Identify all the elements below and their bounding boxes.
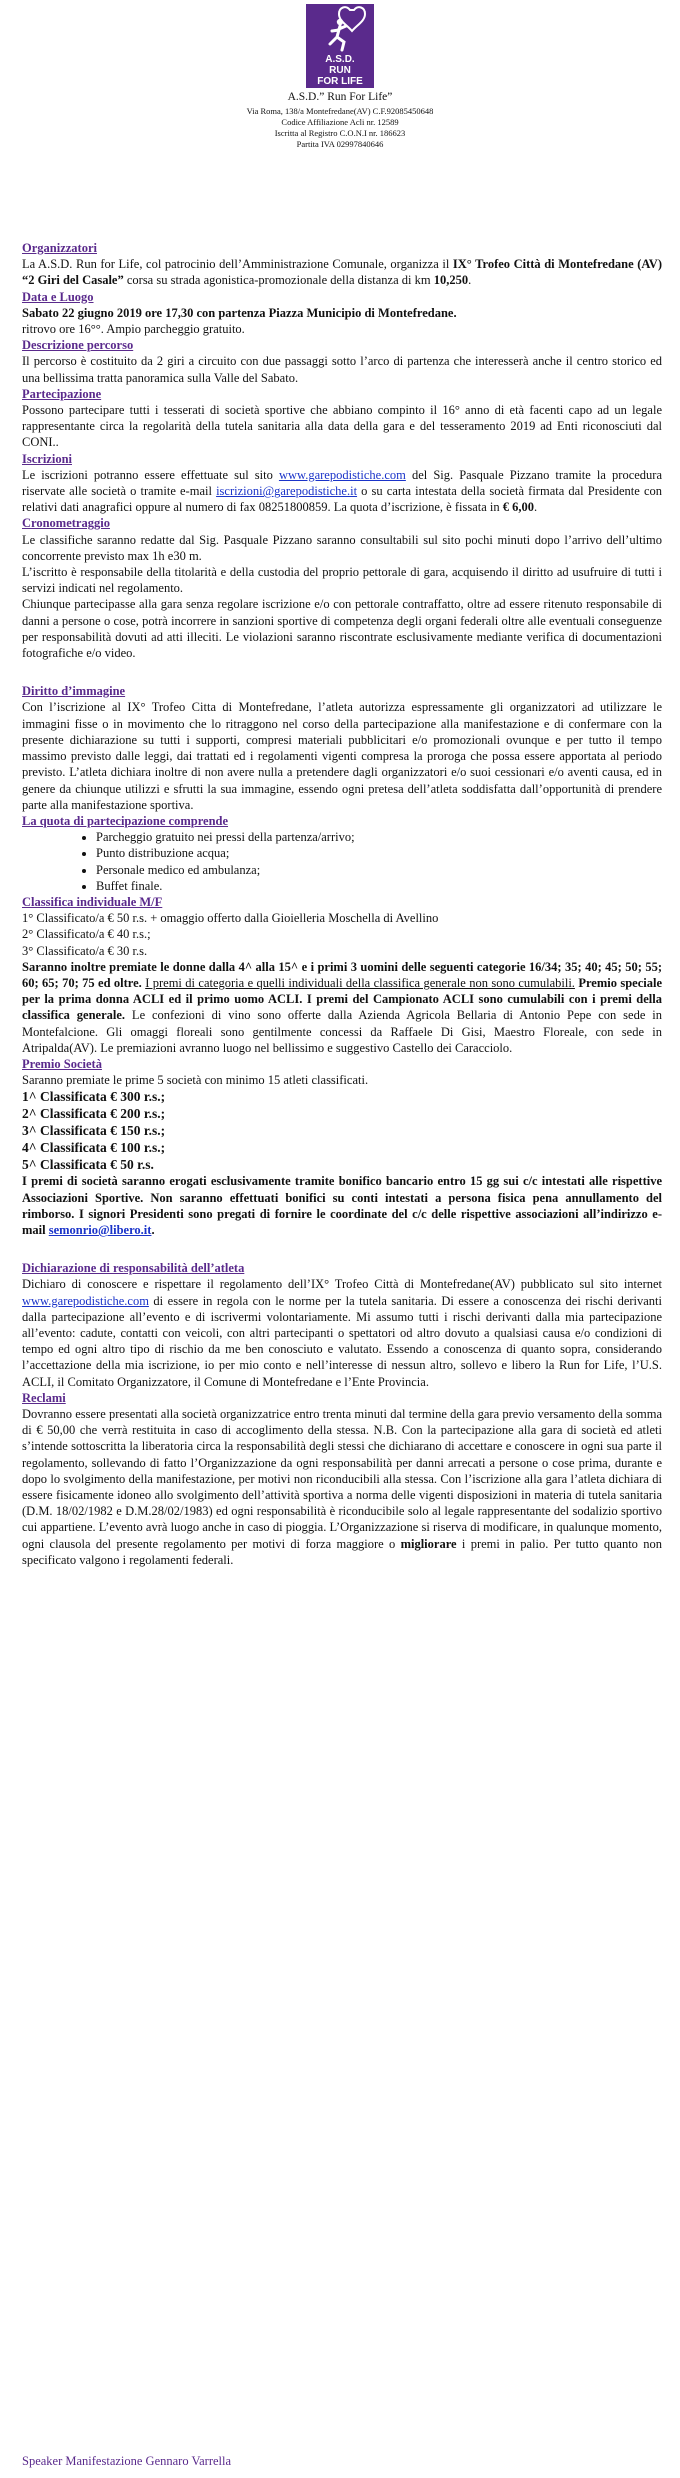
section-heading: Descrizione percorso bbox=[22, 338, 134, 353]
club-address: Via Roma, 138/a Montefredane(AV) C.F.92085450648 bbox=[246, 106, 434, 116]
classifica-line: 2° Classificato/a € 40 r.s.; bbox=[22, 927, 151, 942]
club-title: A.S.D.” Run For Life” bbox=[287, 91, 393, 103]
immagine-text: Con l’iscrizione al IX° Trofeo Citta di Montefredane, l’atleta autorizza espressamente gli organizzatori ad utilizzare le immagini fisse o in movimento che lo ritraggono nel corso della partecipazione alla manifestazione e di confermare con la presente dichiarazione su tutti i supporti, compresi materiali pubblicitari e/o promozionali ovunque e per tutto il tempo massimo previsto dalle leggi, dai trattati ed i regolamenti vigenti compresa la proroga che possa essere apportata al periodo previsto. L’atleta dichiara inoltre di non avere nulla a pretendere dagli organizzatori e/o suoi cessionari e/o aventi causa, ed in genere da chiunque utilizzi e sfrutti la sua immagine, essendo ogni pretesa dell’atleta soddisfatta dall’opportunità di prendere parte alla manifestazione sportiva. bbox=[22, 700, 662, 812]
partecipazione-text: Possono partecipare tutti i tesserati di società sportive che abbiano compinto il 16° anno di età facenti capo ad un legale rappresentante circa la regolarità della tutela sanitaria alla data della gara e del tesseramento 2019 ad Enti riconosciuti dal CONI.. bbox=[22, 403, 662, 450]
cronometraggio-text: Chiunque partecipasse alla gara senza regolare iscrizione e/o con pettorale contraffatto, oltre ad essere ritenuto responsabile di danni a persone o cose, potrà incorrere in sanzioni sportive di competenza degli organi federali oltre alle eventuali conseguenze per responsabilità dovuti ad atti illeciti. Le violazioni saranno riscontrate esclusivamente mediante verifica di documentazioni fotografiche e/o video. bbox=[22, 597, 662, 661]
section-heading: Data e Luogo bbox=[22, 289, 94, 304]
garepodistiche-link[interactable]: www.garepodistiche.com bbox=[278, 467, 406, 482]
organizzatori-text: La A.S.D. Run for Life, col patrocinio dell’Amministrazione Comunale, organizza il IX° Trofeo Città di Montefredane (AV) “2 Giri del Casale” corsa su strada agonistica-promozionale della distanza di km 10,250. bbox=[22, 257, 662, 288]
logo-text-line: RUN bbox=[329, 65, 351, 76]
section-heading: Iscrizioni bbox=[22, 451, 72, 466]
data-luogo-text: Sabato 22 giugno 2019 ore 17,30 con partenza Piazza Municipio di Montefredane. ritrovo ore 16°°. Ampio parcheggio gratuito. bbox=[22, 305, 457, 337]
classifica-text: Saranno inoltre premiate le donne dalla 4^ alla 15^ e i primi 3 uomini delle seguenti categorie 16/34; 35; 40; 45; 50; 55; 60; 65; 70; 75 ed oltre. I premi di categoria e quelli individuali della classifica generale non sono cumulabili. Premio speciale per la prima donna ACLI ed il primo uomo ACLI. I premi del Campionato ACLI sono cumulabili con i premi della classifica generale. Le confezioni di vino sono offerte dalla Azienda Agricola Bellaria di Antonio Pepe con sede in Montefalcione. Gli omaggi floreali sono gentilmente concessi da Raffaele Di Gisi, Maestro Floreale, con sede in Atripalda(AV). Le premiazioni avranno luogo nel bellissimo e suggestivo Castello dei Caracciolo. bbox=[22, 959, 663, 1055]
semonrio-email-link[interactable]: semonrio@libero.it bbox=[48, 1222, 152, 1237]
reclami-text: Dovranno essere presentati alla società organizzatrice entro trenta minuti dal termine della gara previo versamento della somma di € 50,00 che verrà restituita in caso di accoglimento della stessa. N.B. Con la partecipazione alla gara di società ed atleti s’intende sottoscritta la liberatoria circa la responsabilità degli stessi che dichiarano di accettare e conoscere in ogni sua parte il regolamento, sollevando di fatto l’Organizzazione da ogni responsabilità per danni arrecati a persone o cose prima, durante e dopo lo svolgimento della manifestazione, per motivi non riconducibili alla stessa. Con l’iscrizione alla gara l’atleta dichiara di essere fisicamente idoneo allo svolgimento dell’attività sportiva a norma delle vigenti disposizioni in materia di tutela sanitaria (D.M. 18/02/1982 e D.M.28/02/1983) ed ogni responsabilità è riconducibile solo al legale rappresentante del sodalizio sportivo cui appartiene. L’evento avrà luogo anche in caso di pioggia. L’Organizzazione si riserva di modificare, in qualunque momento, ogni clausola del presente regolamento per motivi di forza maggiore o migliorare i premi in palio. Per tutto quanto non specificato valgono i regolamenti federali. bbox=[22, 1407, 662, 1567]
prize-line: 3^ Classificata € 150 r.s.; bbox=[22, 1123, 166, 1139]
club-coni-register: Iscritta al Registro C.O.N.I nr. 186623 bbox=[274, 128, 406, 138]
section-heading: Dichiarazione di responsabilità dell’atleta bbox=[22, 1261, 245, 1276]
section-heading: Classifica individuale M/F bbox=[22, 894, 163, 909]
iscrizioni-text: Le iscrizioni potranno essere effettuate sul sito www.garepodistiche.com del Sig. Pasquale Pizzano tramite la procedura riservate alle società o tramite e-mail iscrizioni@garepodistiche.it o su carta intestata della società firmata dal Presidente con relativi dati anagrafici oppure al numero di fax 08251800859. La quota d’iscrizione, è fissata in € 6,00. bbox=[22, 467, 662, 515]
prize-line: 4^ Classificata € 100 r.s.; bbox=[22, 1140, 166, 1156]
logo-text-line: A.S.D. bbox=[325, 54, 355, 65]
speaker-footer: Speaker Manifestazione Gennaro Varrella bbox=[22, 2454, 232, 2468]
section-heading: Premio Società bbox=[22, 1056, 102, 1071]
list-item: • Personale medico ed ambulanza; bbox=[96, 862, 662, 878]
iscrizioni-email-link[interactable]: iscrizioni@garepodistiche.it bbox=[216, 484, 358, 499]
classifica-line: 3° Classificato/a € 30 r.s. bbox=[22, 943, 148, 958]
club-vat: Partita IVA 02997840646 bbox=[296, 139, 384, 149]
list-item: • Buffet finale. bbox=[96, 878, 662, 894]
regulation-body bbox=[22, 240, 662, 1568]
dichiarazione-text: Dichiaro di conoscere e rispettare il regolamento dell’IX° Trofeo Città di Montefredane(AV) pubblicato sul sito internet www.garepodistiche.com di essere in regola con le norme per la tutela sanitaria. Di essere a conoscenza dei rischi derivanti dalla partecipazione all’evento e di iscrivermi volontariamente. Mi assumo tutti i rischi derivanti dalla mia partecipazione all’evento: cadute, contatti con veicoli, con altri partecipanti o spettatori od altro dovuto a qualsiasi causa e/o condizioni di tempo ed ogni altro tipo di rischio da me ben conosciuto e valutato. Essendo a conoscenza di quanto sopra, considerando l’accettazione della mia iscrizione, io per mio conto e nell’interesse di nessun altro, sollevo e libero la Run for Life, l’U.S. ACLI, il Comitato Organizzatore, il Comune di Montefredane e l’Ente Provincia. bbox=[22, 1277, 662, 1389]
list-item: • Punto distribuzione acqua; bbox=[96, 845, 662, 861]
premio-societa-notes: I premi di società saranno erogati esclusivamente tramite bonifico bancario entro 15 gg sui c/c intestati alle rispettive Associazioni Sportive. Non saranno effettuati bonifici su conti intestati a persona fisica pena annullamento del rimborso. I signori Presidenti sono pregati di fornire le coordinate del c/c delle rispettive associazioni all’indirizzo e-mail semonrio@libero.it. bbox=[22, 1174, 662, 1237]
quota-list bbox=[82, 829, 662, 894]
logo-text-line: FOR LIFE bbox=[317, 76, 363, 87]
club-affiliation: Codice Affiliazione Acli nr. 12589 bbox=[281, 117, 399, 127]
cronometraggio-text: Le classifiche saranno redatte dal Sig. Pasquale Pizzano saranno consultabili sul sito pochi minuti dopo l’arrivo dell’ultimo concorrente previsto max 1h e30 m. bbox=[22, 532, 662, 563]
prize-line: 1^ Classificata € 300 r.s.; bbox=[22, 1089, 166, 1105]
cronometraggio-text: L’iscritto è responsabile della titolarità e della custodia del proprio pettorale di gara, acquisendo il diritto ad usufruire di tutti i servizi indicati nel regolamento. bbox=[22, 565, 662, 596]
club-logo bbox=[306, 4, 374, 88]
classifica-line: 1° Classificato/a € 50 r.s. + omaggio offerto dalla Gioielleria Moschella di Avellino bbox=[22, 911, 439, 926]
premio-societa-intro: Saranno premiate le prime 5 società con minimo 15 atleti classificati. bbox=[22, 1073, 369, 1088]
section-heading: Partecipazione bbox=[22, 386, 102, 401]
garepodistiche-link[interactable]: www.garepodistiche.com bbox=[22, 1293, 149, 1308]
list-item: • Parcheggio gratuito nei pressi della partenza/arrivo; bbox=[96, 829, 662, 845]
section-heading: Cronometraggio bbox=[22, 516, 110, 531]
section-heading: La quota di partecipazione comprende bbox=[22, 813, 229, 828]
prize-line: 5^ Classificata € 50 r.s. bbox=[22, 1157, 154, 1173]
section-heading: Reclami bbox=[22, 1390, 66, 1405]
section-heading: Diritto d’immagine bbox=[22, 684, 126, 699]
prize-line: 2^ Classificata € 200 r.s.; bbox=[22, 1106, 166, 1122]
section-heading: Organizzatori bbox=[22, 241, 97, 255]
percorso-text: Il percorso è costituito da 2 giri a circuito con due passaggi sotto l’arco di partenza che interesserà anche il centro storico ed una bellissima tratta panoramica sulla Valle del Sabato. bbox=[22, 354, 662, 385]
